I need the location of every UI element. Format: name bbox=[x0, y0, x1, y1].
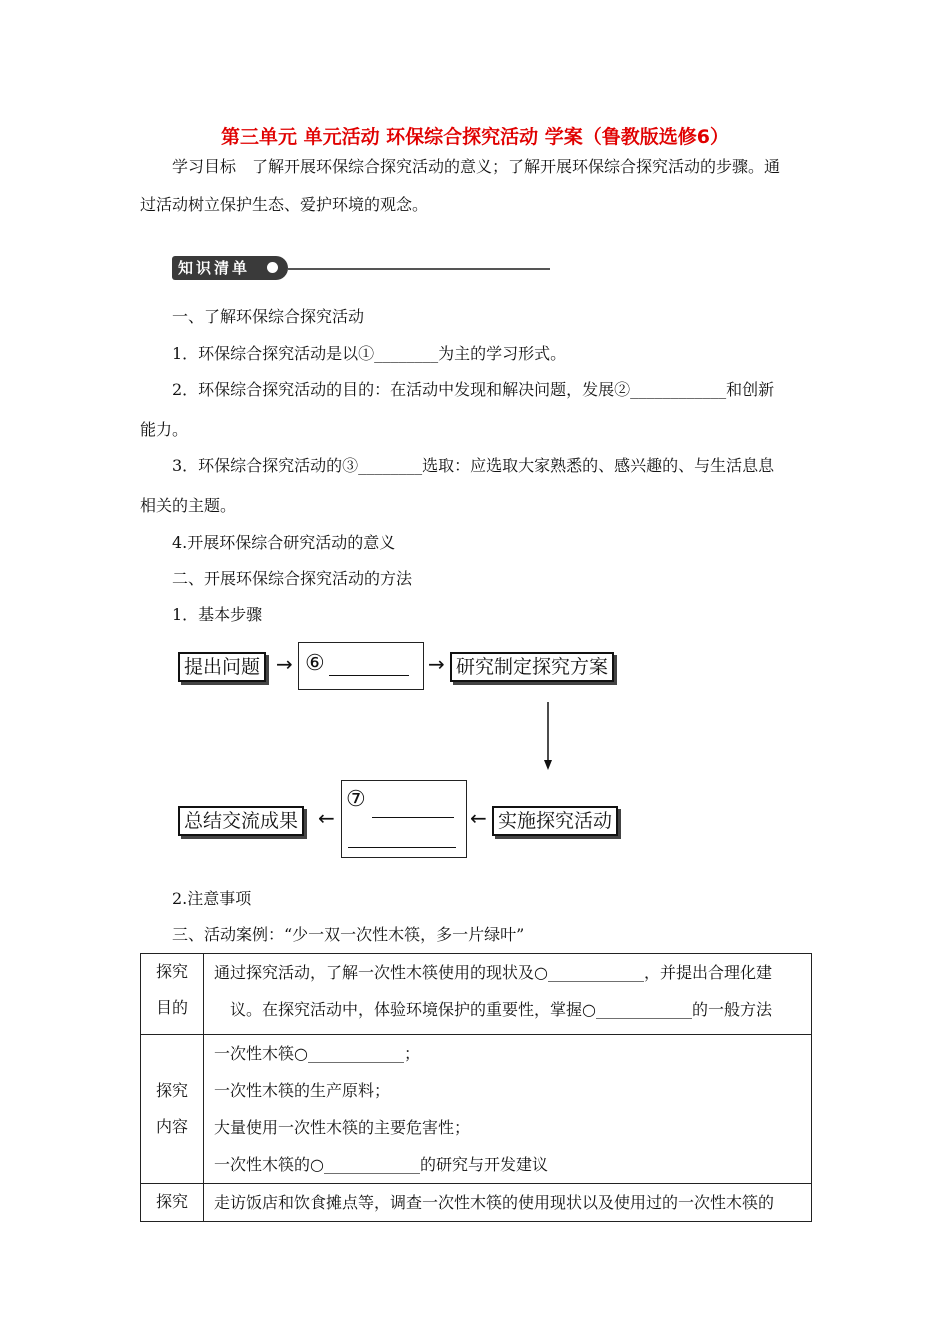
row-header: 探究 目的 bbox=[141, 954, 204, 1035]
arrow-left-icon: ← bbox=[318, 806, 335, 830]
question-1: 1．环保综合探究活动是以①________为主的学习形式。 bbox=[172, 344, 567, 363]
arrow-right-icon: → bbox=[276, 652, 293, 676]
step-7-blank-2 bbox=[348, 847, 456, 848]
section-badge-label: 知识清单 bbox=[178, 259, 251, 277]
row-header: 探究 bbox=[141, 1184, 204, 1222]
row-content: 一次性木筷○____________； 一次性木筷的生产原料； 大量使用一次性木筷的主要危害性； 一次性木筷的○____________的研究与开发建议 bbox=[204, 1035, 812, 1184]
document-title: 第三单元 单元活动 环保综合探究活动 学案（鲁教版选修6） bbox=[220, 126, 730, 148]
row-content: 走访饭店和饮食摊点等，调查一次性木筷的使用现状以及使用过的一次性木筷的 bbox=[204, 1184, 812, 1222]
row-content: 通过探究活动，了解一次性木筷使用的现状及○____________，并提出合理化建 议。在探究活动中，体验环境保护的重要性，掌握○____________的一般方法 bbox=[204, 954, 812, 1035]
flow-step-design-plan: 研究制定探究方案 bbox=[450, 652, 614, 682]
case-table bbox=[140, 953, 812, 1222]
question-2-line-2: 能力。 bbox=[140, 420, 189, 439]
step-6-blank bbox=[329, 675, 409, 676]
basic-steps-heading: 1．基本步骤 bbox=[172, 605, 263, 624]
table-row bbox=[141, 1035, 812, 1184]
question-3-line-1: 3．环保综合探究活动的③________选取：应选取大家熟悉的、感兴趣的、与生活息息 bbox=[172, 456, 775, 475]
notes-heading: 2.注意事项 bbox=[172, 889, 252, 908]
table-row bbox=[141, 954, 812, 1035]
flow-step-summarize: 总结交流成果 bbox=[178, 806, 304, 836]
section-3-heading: 三、活动案例：“少一双一次性木筷，多一片绿叶” bbox=[172, 925, 525, 944]
question-2-line-1: 2．环保综合探究活动的目的：在活动中发现和解决问题，发展②____________和创新 bbox=[172, 380, 775, 399]
question-4: 4.开展环保综合研究活动的意义 bbox=[172, 533, 396, 552]
objective-line-2: 过活动树立保护生态、爱护环境的观念。 bbox=[140, 195, 429, 214]
section-2-heading: 二、开展环保综合探究活动的方法 bbox=[172, 569, 413, 588]
table-row bbox=[141, 1184, 812, 1222]
flow-step-7-box bbox=[341, 780, 467, 858]
flow-step-6-box bbox=[298, 642, 424, 690]
arrow-right-icon: → bbox=[428, 652, 445, 676]
arrow-down-icon bbox=[540, 700, 556, 772]
section-divider bbox=[288, 268, 550, 270]
step-7-marker: ⑦ bbox=[346, 787, 366, 812]
section-badge bbox=[172, 256, 288, 280]
flow-step-ask-question: 提出问题 bbox=[178, 652, 266, 682]
step-6-marker: ⑥ bbox=[305, 651, 325, 676]
bullet-dot-icon bbox=[267, 262, 278, 273]
row-header: 探究 内容 bbox=[141, 1035, 204, 1184]
flow-step-implement: 实施探究活动 bbox=[492, 806, 618, 836]
section-1-heading: 一、了解环保综合探究活动 bbox=[172, 307, 365, 326]
question-3-line-2: 相关的主题。 bbox=[140, 496, 237, 515]
arrow-left-icon: ← bbox=[470, 806, 487, 830]
step-7-blank-1 bbox=[372, 817, 454, 818]
objective-line-1: 学习目标 了解开展环保综合探究活动的意义；了解开展环保综合探究活动的步骤。通 bbox=[172, 157, 781, 176]
